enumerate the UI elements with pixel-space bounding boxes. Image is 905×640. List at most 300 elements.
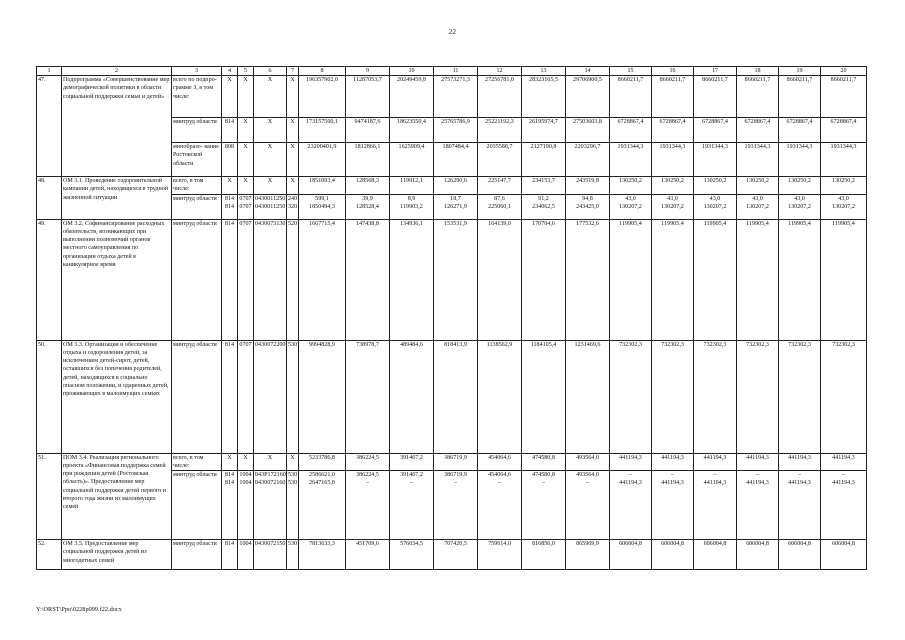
- value-cell: [346, 453, 390, 471]
- code-cell-c7: [287, 76, 299, 118]
- cell-line: X: [243, 454, 248, 461]
- column-header: 15: [610, 67, 652, 76]
- value-cell: [566, 177, 610, 195]
- column-header: 14: [566, 67, 610, 76]
- executor-cell: минтруд области: [172, 540, 222, 570]
- value-cell: [478, 340, 522, 453]
- cell-line: 134936,1: [400, 220, 423, 227]
- value-cell: [346, 194, 390, 219]
- value-cell: [610, 143, 652, 177]
- cell-line: 391467,2: [400, 472, 423, 479]
- value-cell: [652, 540, 694, 570]
- cell-line: 707420,5: [444, 541, 467, 548]
- column-header: 2: [62, 67, 172, 76]
- cell-line: 28323165,5: [529, 77, 558, 83]
- value-cell: [522, 219, 566, 340]
- code-cell-c7: [287, 340, 299, 453]
- value-cell: [390, 471, 434, 540]
- value-cell: [390, 76, 434, 118]
- cell-line: 441194,3: [788, 454, 811, 461]
- executor-cell: минтруд области: [172, 471, 222, 540]
- cell-line: 130207,2: [619, 203, 642, 210]
- cell-line: 27573271,3: [441, 77, 470, 83]
- code-cell-c6: [254, 143, 287, 177]
- table-row: [37, 219, 867, 340]
- code-cell-c7: [287, 219, 299, 340]
- row-number: 49.: [37, 219, 62, 340]
- cell-line: 530: [288, 341, 298, 348]
- cell-line: 119905,4: [619, 220, 642, 227]
- cell-line: X: [267, 178, 273, 184]
- cell-line: 732302,3: [746, 341, 769, 348]
- cell-line: X: [227, 178, 232, 184]
- column-header: 11: [434, 67, 478, 76]
- footer-file-path: Y:\ORST\Ppo\0228p099.f22.docx: [36, 606, 122, 613]
- cell-line: 043P172160: [255, 472, 286, 479]
- cell-line: 1807484,4: [442, 144, 469, 150]
- cell-line: 177532,6: [576, 220, 599, 227]
- cell-line: 808: [224, 144, 235, 150]
- value-cell: [779, 118, 821, 143]
- cell-line: 126271,9: [444, 203, 467, 210]
- cell-line: 2203296,7: [574, 144, 601, 150]
- cell-line: 0707: [239, 195, 252, 202]
- column-header: 1: [37, 67, 62, 76]
- cell-line: 814: [224, 480, 235, 487]
- table-row: [37, 76, 867, 118]
- cell-line: 441194,3: [619, 454, 642, 461]
- cell-line: 759614,0: [488, 541, 511, 548]
- cell-line: 1184105,4: [530, 341, 557, 348]
- cell-line: 493564,0: [576, 472, 599, 479]
- cell-line: 816856,0: [532, 541, 555, 548]
- cell-line: 11287053,7: [353, 77, 382, 83]
- cell-line: 732302,3: [788, 341, 811, 348]
- value-cell: [434, 453, 478, 471]
- value-cell: [694, 453, 737, 471]
- cell-line: 18,7: [450, 195, 461, 202]
- cell-line: 43,0: [667, 195, 678, 202]
- value-cell: [610, 540, 652, 570]
- value-cell: [737, 76, 779, 118]
- value-cell: [779, 194, 821, 219]
- column-header: 18: [737, 67, 779, 76]
- code-cell-c5: [238, 194, 254, 219]
- value-cell: [434, 76, 478, 118]
- code-cell-c4: [222, 76, 238, 118]
- value-cell: [434, 177, 478, 195]
- cell-line: 814: [224, 119, 235, 125]
- cell-line: X: [290, 178, 295, 184]
- cell-line: 814: [224, 203, 235, 210]
- cell-line: 0430011250: [255, 195, 286, 202]
- value-cell: [299, 219, 346, 340]
- value-cell: [390, 194, 434, 219]
- value-cell: [610, 194, 652, 219]
- cell-line: X: [290, 119, 295, 125]
- value-cell: [299, 453, 346, 471]
- cell-line: 25221192,3: [485, 119, 514, 125]
- cell-line: 27256781,0: [485, 77, 514, 83]
- cell-line: 0430072160: [255, 480, 286, 487]
- value-cell: [694, 540, 737, 570]
- code-cell-c5: [238, 143, 254, 177]
- value-cell: [299, 540, 346, 570]
- value-cell: [566, 76, 610, 118]
- cell-line: 1667715,4: [309, 220, 335, 227]
- cell-line: 474580,8: [532, 454, 555, 461]
- value-cell: [522, 540, 566, 570]
- table-row: [37, 177, 867, 195]
- cell-line: 454064,6: [488, 472, 511, 479]
- cell-line: 153531,9: [444, 220, 467, 227]
- cell-line: 606004,8: [788, 541, 811, 548]
- cell-line: 1931344,3: [786, 144, 813, 150]
- value-cell: [821, 471, 867, 540]
- column-header: 4: [222, 67, 238, 76]
- cell-line: 606004,8: [832, 541, 855, 548]
- code-cell-c4: [222, 219, 238, 340]
- value-cell: [478, 76, 522, 118]
- value-cell: [779, 76, 821, 118]
- row-number: 50.: [37, 340, 62, 453]
- value-cell: [299, 177, 346, 195]
- value-cell: [694, 219, 737, 340]
- program-name: ОМ 3.1. Проведение оздоровительной кампании детей, находящихся в трудной жизненной ситуации: [62, 177, 172, 220]
- value-cell: [434, 540, 478, 570]
- program-name: ОМ 3.5. Предоставление мер социальной поддержки детей из многодетных семей: [62, 540, 172, 570]
- value-cell: [346, 76, 390, 118]
- column-header: 13: [522, 67, 566, 76]
- value-cell: [652, 340, 694, 453]
- cell-line: 18623550,4: [397, 119, 426, 125]
- cell-line: 386719,9: [444, 454, 467, 461]
- column-header: 6: [254, 67, 287, 76]
- cell-line: 2586621,0: [309, 472, 335, 479]
- cell-line: X: [290, 77, 295, 83]
- cell-line: X: [243, 178, 248, 184]
- program-name: ПОМ 3.4. Реализация регионального проекта «Финансовая поддержка семей при рождении детей (Ростовская область)». Предоставление мер социальной поддержки детей первого и второго года жизни из малоимущих семей: [62, 453, 172, 540]
- row-number: 48.: [37, 177, 62, 220]
- cell-line: 130207,2: [703, 203, 727, 210]
- cell-line: 818413,9: [444, 341, 467, 348]
- cell-line: 20249459,8: [397, 77, 426, 83]
- cell-line: 130207,2: [832, 203, 855, 210]
- value-cell: [522, 76, 566, 118]
- cell-line: 27503603,8: [573, 119, 602, 125]
- value-cell: [346, 177, 390, 195]
- value-cell: [566, 143, 610, 177]
- cell-line: 128568,3: [356, 178, 379, 184]
- column-header: 17: [694, 67, 737, 76]
- code-cell-c4: [222, 177, 238, 195]
- value-cell: [566, 453, 610, 471]
- value-cell: [652, 471, 694, 540]
- value-cell: [478, 219, 522, 340]
- cell-line: 240: [288, 195, 298, 202]
- value-cell: [566, 118, 610, 143]
- value-cell: [566, 219, 610, 340]
- code-cell-c5: [238, 76, 254, 118]
- code-cell-c5: [238, 177, 254, 195]
- cell-line: 5233786,8: [309, 454, 335, 461]
- value-cell: [779, 177, 821, 195]
- row-number: 47.: [37, 76, 62, 177]
- value-cell: [652, 219, 694, 340]
- cell-line: 2127190,8: [530, 144, 557, 150]
- value-cell: [652, 118, 694, 143]
- cell-line: 320: [288, 203, 298, 210]
- cell-line: 1850494,3: [309, 203, 335, 210]
- value-cell: [390, 118, 434, 143]
- value-cell: [566, 540, 610, 570]
- cell-line: 23200401,9: [307, 144, 337, 150]
- program-name: ОМ 3.2. Софинансирование расходных обязательств, возникающих при выполнении полномочий органов местного самоуправления по организации отдыха детей в каникулярное время: [62, 219, 172, 340]
- value-cell: [652, 143, 694, 177]
- cell-line: 732302,3: [703, 341, 727, 348]
- page-number: 22: [449, 28, 456, 36]
- cell-line: 6728867,4: [744, 119, 771, 125]
- cell-line: 225147,7: [488, 178, 511, 184]
- cell-line: 6728867,4: [786, 119, 813, 125]
- code-cell-c5: [238, 219, 254, 340]
- value-cell: [478, 143, 522, 177]
- cell-line: 9994828,9: [309, 341, 335, 348]
- cell-line: 170704,6: [532, 220, 555, 227]
- cell-line: 234153,7: [532, 178, 555, 184]
- value-cell: [566, 194, 610, 219]
- cell-line: 865969,9: [576, 541, 599, 548]
- cell-line: 489484,6: [400, 341, 423, 348]
- value-cell: [522, 340, 566, 453]
- cell-line: 454064,6: [488, 454, 511, 461]
- cell-line: 119912,1: [400, 178, 423, 184]
- code-cell-c7: [287, 471, 299, 540]
- cell-line: 8660211,7: [659, 77, 686, 83]
- cell-line: 732302,3: [619, 341, 642, 348]
- cell-line: –: [541, 480, 546, 487]
- value-cell: [610, 453, 652, 471]
- cell-line: 6728867,4: [659, 119, 686, 125]
- value-cell: [821, 194, 867, 219]
- value-cell: [566, 471, 610, 540]
- cell-line: 814: [224, 220, 235, 227]
- value-cell: [821, 540, 867, 570]
- value-cell: [566, 340, 610, 453]
- cell-line: 130207,2: [788, 203, 811, 210]
- cell-line: 606004,8: [703, 541, 727, 548]
- cell-line: 119905,4: [832, 220, 855, 227]
- cell-line: 441194,3: [746, 454, 769, 461]
- cell-line: –: [841, 472, 846, 479]
- cell-line: –: [365, 480, 370, 487]
- value-cell: [434, 118, 478, 143]
- executor-cell: минтруд области: [172, 118, 222, 143]
- cell-line: –: [585, 480, 590, 487]
- cell-line: X: [267, 454, 273, 461]
- cell-line: 441194,3: [661, 480, 684, 487]
- cell-line: 39,9: [362, 195, 373, 202]
- cell-line: 1004: [239, 541, 252, 548]
- code-cell-c4: [222, 340, 238, 453]
- code-cell-c7: [287, 143, 299, 177]
- value-cell: [299, 76, 346, 118]
- cell-line: 493564,0: [576, 454, 599, 461]
- cell-line: 8660211,7: [617, 77, 644, 83]
- value-cell: [390, 453, 434, 471]
- cell-line: 814: [224, 472, 235, 479]
- cell-line: 0707: [239, 341, 252, 348]
- cell-line: 7813633,3: [309, 541, 335, 548]
- value-cell: [390, 340, 434, 453]
- cell-line: 606004,8: [661, 541, 684, 548]
- table-row: [37, 340, 867, 453]
- code-cell-c7: [287, 194, 299, 219]
- cell-line: X: [267, 144, 273, 150]
- cell-line: 441194,3: [661, 454, 684, 461]
- cell-line: X: [267, 77, 273, 83]
- code-cell-c6: [254, 471, 287, 540]
- cell-line: X: [243, 119, 248, 125]
- cell-line: 451709,6: [356, 541, 379, 548]
- cell-line: 0430011250: [255, 203, 286, 210]
- code-cell-c4: [222, 453, 238, 471]
- cell-line: 8660211,7: [702, 77, 728, 83]
- value-cell: [779, 471, 821, 540]
- value-cell: [694, 118, 737, 143]
- value-cell: [779, 340, 821, 453]
- cell-line: 599,1: [315, 195, 329, 202]
- cell-line: 732302,3: [661, 341, 684, 348]
- value-cell: [652, 453, 694, 471]
- code-cell-c6: [254, 194, 287, 219]
- cell-line: X: [290, 454, 295, 461]
- cell-line: –: [670, 472, 675, 479]
- cell-line: 606004,8: [619, 541, 642, 548]
- cell-line: –: [409, 480, 414, 487]
- value-cell: [610, 177, 652, 195]
- cell-line: 91,2: [538, 195, 549, 202]
- row-number: 52.: [37, 540, 62, 570]
- cell-line: 234062,5: [532, 203, 555, 210]
- code-cell-c7: [287, 118, 299, 143]
- cell-line: 243519,8: [576, 178, 599, 184]
- value-cell: [478, 177, 522, 195]
- column-header: 12: [478, 67, 522, 76]
- code-cell-c5: [238, 340, 254, 453]
- value-cell: [694, 76, 737, 118]
- cell-line: 738978,7: [356, 341, 379, 348]
- cell-line: X: [243, 77, 248, 83]
- cell-line: –: [628, 472, 633, 479]
- value-cell: [737, 453, 779, 471]
- cell-line: 119905,4: [661, 220, 684, 227]
- cell-line: 0430073130: [255, 220, 286, 227]
- cell-line: 119905,4: [703, 220, 727, 227]
- cell-line: 1931344,3: [744, 144, 771, 150]
- value-cell: [346, 219, 390, 340]
- value-cell: [737, 118, 779, 143]
- cell-line: 130250,2: [703, 178, 727, 184]
- cell-line: 530: [288, 541, 298, 548]
- column-header: 19: [779, 67, 821, 76]
- cell-line: 386224,5: [356, 454, 379, 461]
- cell-line: X: [290, 144, 295, 150]
- value-cell: [821, 143, 867, 177]
- column-number-row: [37, 67, 867, 76]
- value-cell: [346, 118, 390, 143]
- cell-line: 130207,2: [746, 203, 769, 210]
- value-cell: [478, 118, 522, 143]
- value-cell: [434, 471, 478, 540]
- column-header: 20: [821, 67, 867, 76]
- cell-line: 8660211,7: [744, 77, 771, 83]
- cell-line: 0430072200: [255, 341, 286, 348]
- value-cell: [737, 340, 779, 453]
- program-name: ОМ 3.3. Организация и обеспечение отдыха и оздоровления детей, за исключением детей-сирот, детей, оставшихся без попечения родителей, детей, находящихся в социально опасном положении, и одаренных детей, проживающих в малоимущих семьях: [62, 340, 172, 453]
- cell-line: 130250,2: [661, 178, 684, 184]
- cell-line: 441194,3: [619, 480, 642, 487]
- value-cell: [522, 177, 566, 195]
- cell-line: 9474187,6: [354, 119, 381, 125]
- cell-line: 1625909,4: [398, 144, 425, 150]
- cell-line: 1851093,4: [309, 178, 335, 184]
- code-cell-c6: [254, 118, 287, 143]
- cell-line: 225060,1: [488, 203, 511, 210]
- value-cell: [478, 453, 522, 471]
- value-cell: [821, 340, 867, 453]
- code-cell-c5: [238, 453, 254, 471]
- cell-line: 6728867,4: [617, 119, 644, 125]
- value-cell: [346, 471, 390, 540]
- column-header: 8: [299, 67, 346, 76]
- value-cell: [652, 177, 694, 195]
- value-cell: [434, 340, 478, 453]
- code-cell-c4: [222, 143, 238, 177]
- value-cell: [779, 219, 821, 340]
- cell-line: 8,9: [407, 195, 416, 202]
- cell-line: 441194,3: [703, 480, 727, 487]
- column-header: 5: [238, 67, 254, 76]
- cell-line: 386224,5: [356, 472, 379, 479]
- code-cell-c6: [254, 177, 287, 195]
- table-row: [37, 540, 867, 570]
- cell-line: 128528,4: [356, 203, 379, 210]
- cell-line: X: [243, 144, 248, 150]
- value-cell: [610, 76, 652, 118]
- value-cell: [779, 540, 821, 570]
- cell-line: 243425,0: [576, 203, 599, 210]
- value-cell: [522, 194, 566, 219]
- cell-line: 87,6: [494, 195, 505, 202]
- code-cell-c6: [254, 219, 287, 340]
- cell-line: 0707: [239, 220, 252, 227]
- cell-line: 1931344,3: [617, 144, 644, 150]
- value-cell: [478, 471, 522, 540]
- value-cell: [610, 118, 652, 143]
- table-body: [37, 76, 867, 570]
- table-row: [37, 453, 867, 471]
- cell-line: –: [755, 472, 760, 479]
- code-cell-c4: [222, 118, 238, 143]
- cell-line: 2035588,7: [486, 144, 513, 150]
- cell-line: 2647165,8: [309, 480, 335, 487]
- cell-line: 1231469,6: [574, 341, 601, 348]
- budget-table-container: [36, 66, 862, 570]
- value-cell: [390, 177, 434, 195]
- cell-line: 26195974,7: [529, 119, 558, 125]
- value-cell: [821, 177, 867, 195]
